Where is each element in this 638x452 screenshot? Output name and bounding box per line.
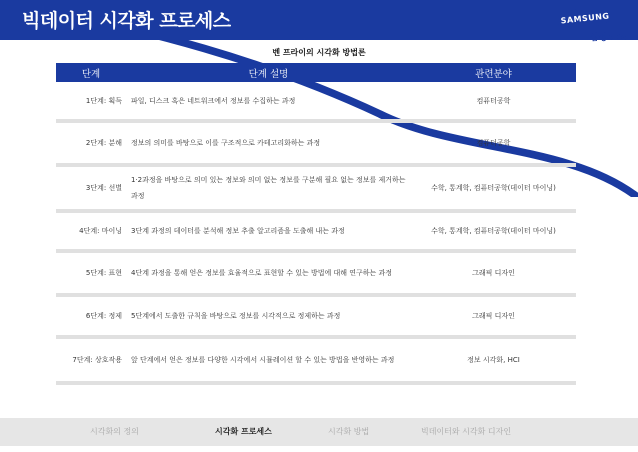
table-row xyxy=(56,211,576,251)
description-cell: 파일, 디스크 혹은 네트워크에서 정보를 수집하는 과정 xyxy=(126,82,411,121)
stage-cell: 6단계: 정제 xyxy=(56,295,126,337)
table-row xyxy=(56,295,576,337)
stage-cell: 5단계: 표현 xyxy=(56,251,126,295)
header-stage: 단계 xyxy=(56,63,126,82)
table-row xyxy=(56,337,576,383)
field-cell: 그래픽 디자인 xyxy=(411,251,576,295)
footer-nav-methods[interactable]: 시각화 방법 xyxy=(328,427,370,436)
stage-cell: 7단계: 상호작용 xyxy=(56,337,126,383)
table-subtitle: 벤 프라이의 시각화 방법론 xyxy=(272,48,366,57)
field-cell: 그래픽 디자인 xyxy=(411,295,576,337)
description-cell: 앞 단계에서 얻은 정보를 다양한 시각에서 시뮬레이션 할 수 있는 방법을 반영하는 과정 xyxy=(126,337,411,383)
footer-nav xyxy=(0,418,638,446)
description-cell: 정보의 의미를 바탕으로 이를 구조적으로 카테고리화하는 과정 xyxy=(126,121,411,165)
field-cell: 수학, 통계학, 컴퓨터공학(데이터 마이닝) xyxy=(411,211,576,251)
stage-cell: 2단계: 분해 xyxy=(56,121,126,165)
field-cell: 컴퓨터공학 xyxy=(411,121,576,165)
table-row xyxy=(56,251,576,295)
stage-cell: 4단계: 마이닝 xyxy=(56,211,126,251)
footer-nav-bigdata-design[interactable]: 빅데이터와 시각화 디자인 xyxy=(421,427,512,436)
field-cell: 컴퓨터공학 xyxy=(411,82,576,121)
footer-nav-definition[interactable]: 시각화의 정의 xyxy=(90,427,139,436)
header-description: 단계 설명 xyxy=(126,63,411,82)
samsung-logo-text: SAMSUNG xyxy=(560,10,610,26)
process-table xyxy=(56,63,576,385)
header-bar xyxy=(0,0,638,40)
description-cell: 4단계 과정을 통해 얻은 정보를 효율적으로 표현할 수 있는 방법에 대해 연구하는 과정 xyxy=(126,251,411,295)
stage-cell: 1단계: 획득 xyxy=(56,82,126,121)
description-cell: 1·2과정을 바탕으로 의미 있는 정보와 의미 없는 정보를 구분해 필요 없는 정보를 제거하는 과정 xyxy=(126,165,411,211)
table-row xyxy=(56,82,576,121)
table-header-row xyxy=(56,63,576,82)
samsung-sds-label: 삼성SDS xyxy=(590,33,627,43)
table-row xyxy=(56,121,576,165)
field-cell: 수학, 통계학, 컴퓨터공학(데이터 마이닝) xyxy=(411,165,576,211)
description-cell: 3단계 과정의 데이터를 분석해 정보 추출 알고리즘을 도출해 내는 과정 xyxy=(126,211,411,251)
table-row xyxy=(56,165,576,211)
footer-nav-process[interactable]: 시각화 프로세스 xyxy=(215,427,272,436)
description-cell: 5단계에서 도출한 규칙을 바탕으로 정보를 시각적으로 정제하는 과정 xyxy=(126,295,411,337)
page-title: 빅데이터 시각화 프로세스 xyxy=(22,10,231,32)
field-cell: 정보 시각화, HCI xyxy=(411,337,576,383)
stage-cell: 3단계: 선별 xyxy=(56,165,126,211)
header-field: 관련분야 xyxy=(411,63,576,82)
